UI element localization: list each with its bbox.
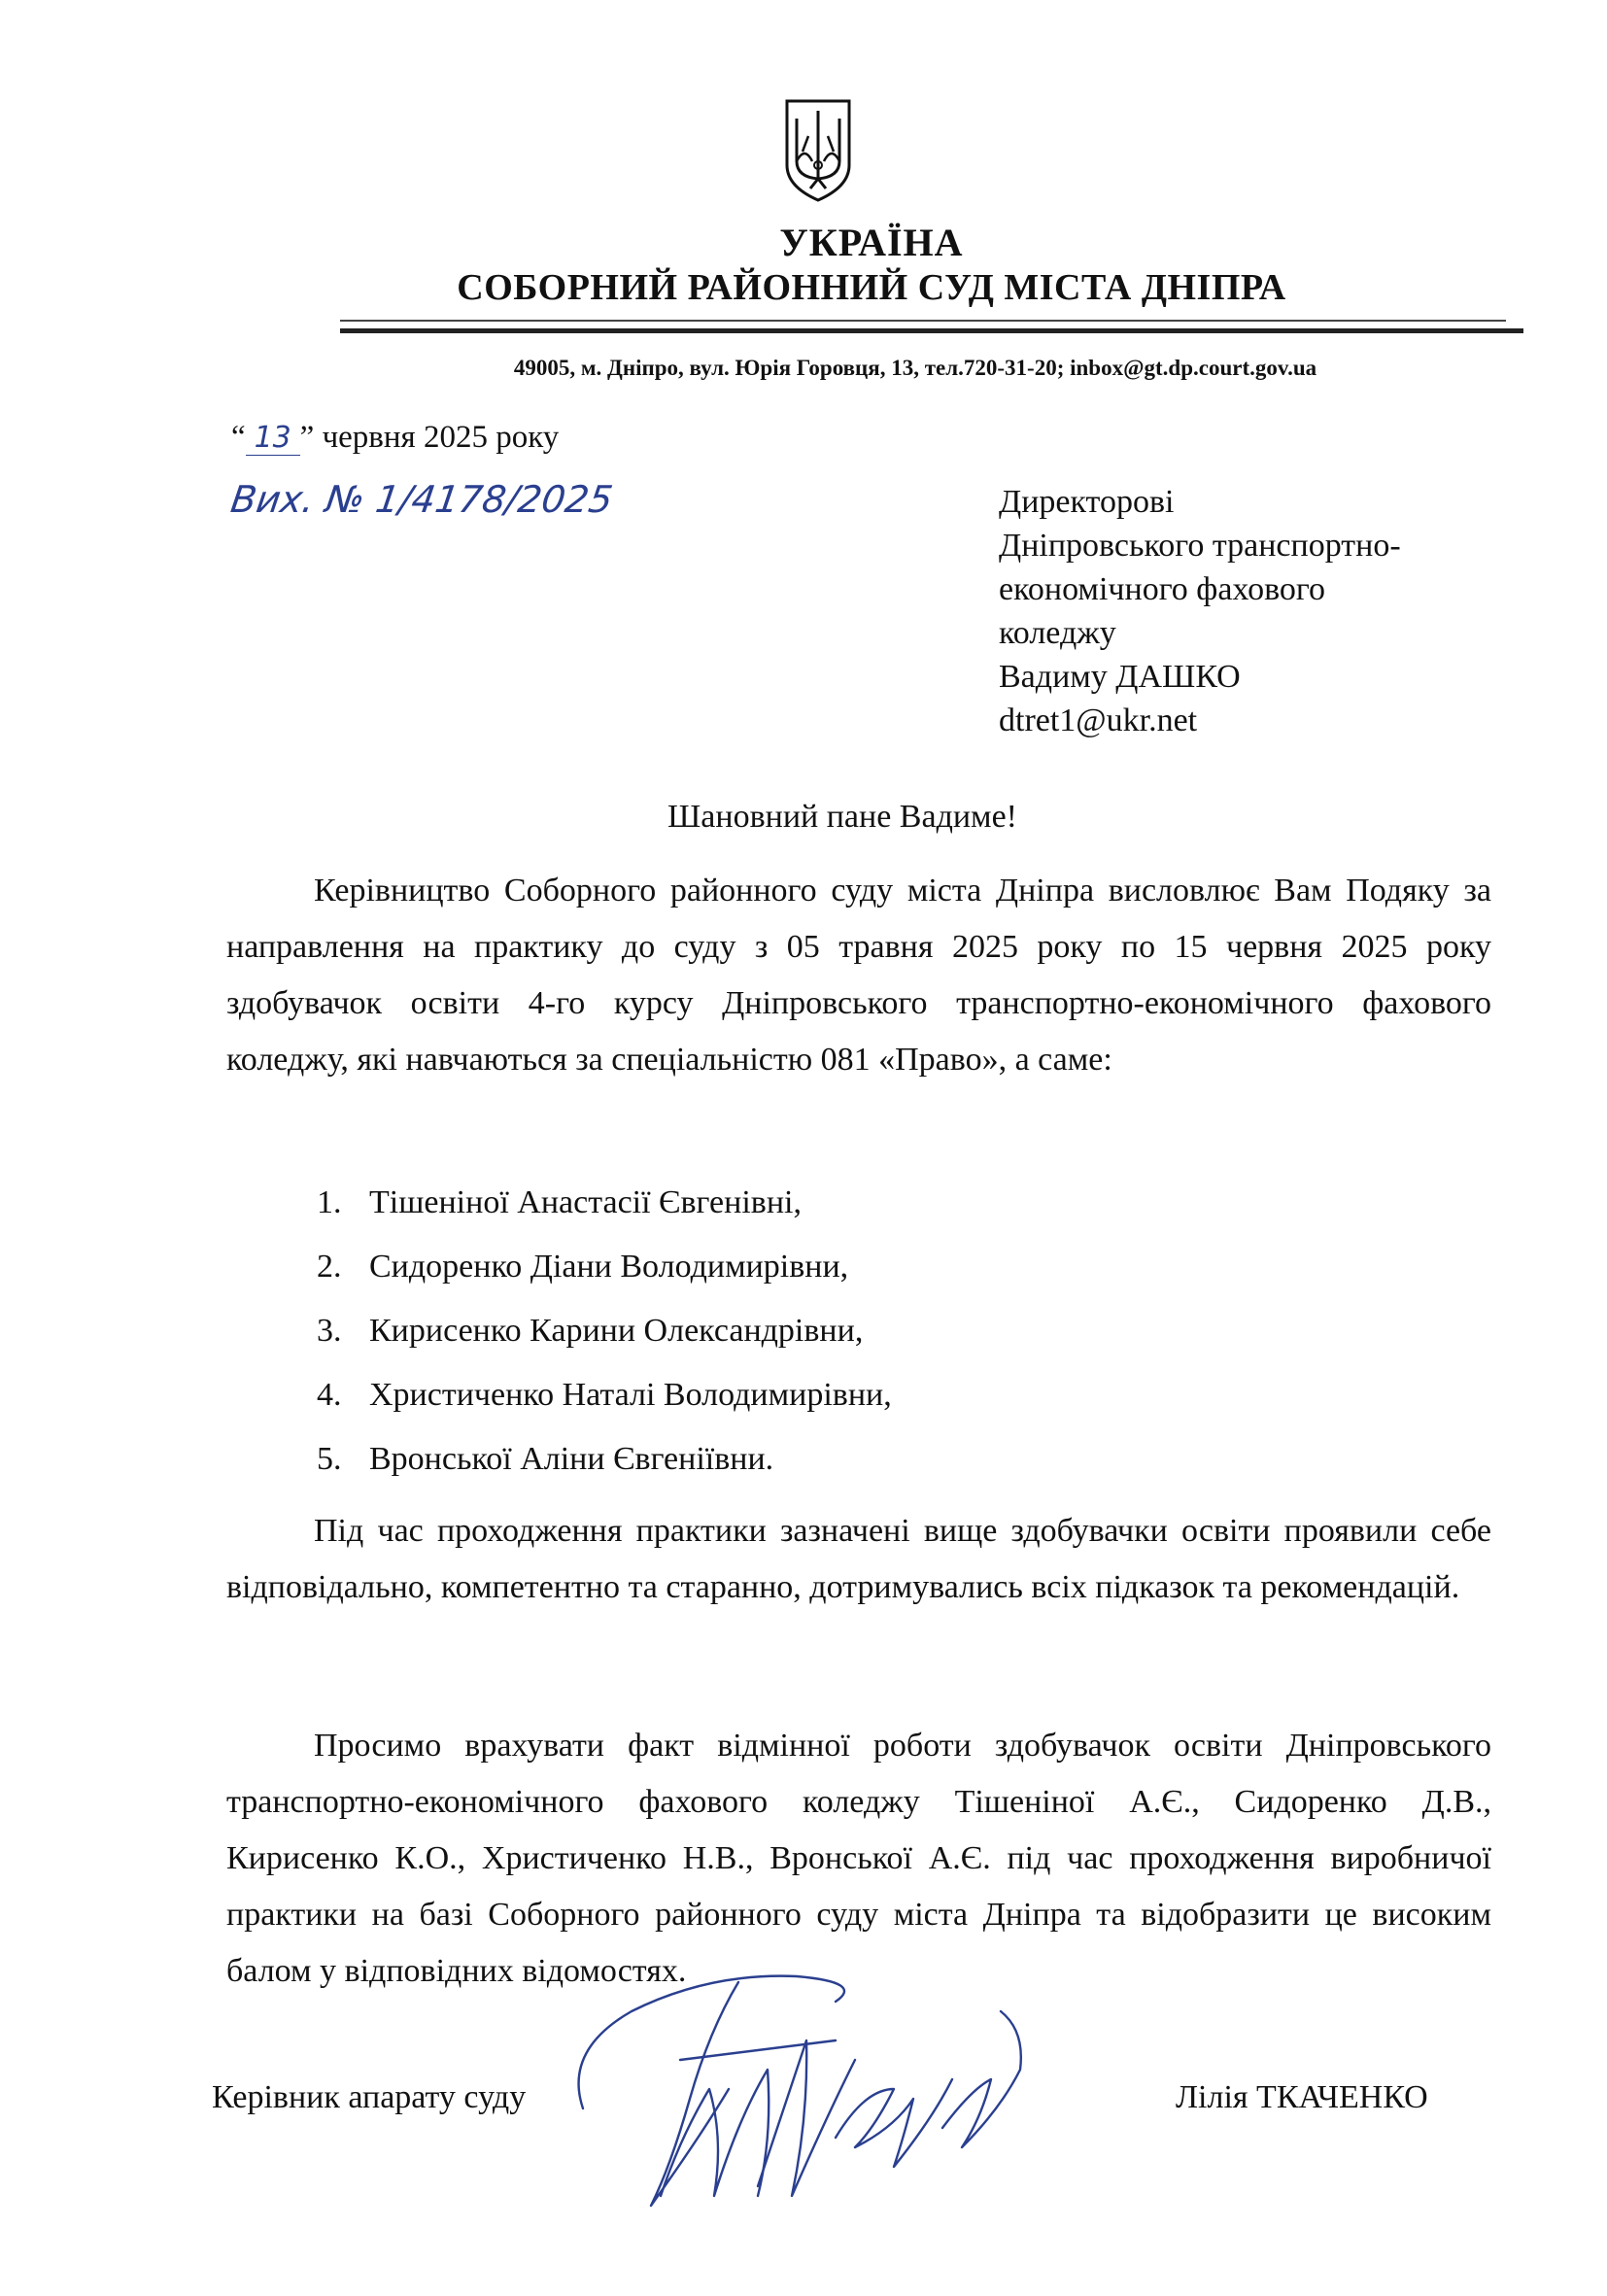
students-list (317, 1171, 892, 1491)
list-item-number: 1. (317, 1184, 342, 1220)
body-paragraph-1: Керівництво Соборного районного суду міста Дніпра висловлює Вам Подяку за направлення на практику до суду з 05 травня 2025 року по 15 червня 2025 року здобувачок освіти 4-го курсу Дніпровського транспортно-економічного фахового коледжу, які навчаються за спеціальністю 081 «Право», а саме: (226, 873, 1491, 1078)
recipient-block (999, 480, 1401, 742)
date-close-quote: ” (299, 420, 315, 455)
list-item-number: 2. (317, 1249, 342, 1285)
recipient-email: dtret1@ukr.net (999, 703, 1198, 738)
list-item-number: 3. (317, 1313, 342, 1349)
letter-date (231, 420, 559, 456)
student-name: Сидоренко Діани Володимирівни, (369, 1249, 849, 1285)
country-heading: УКРАЇНА (779, 221, 964, 264)
student-name: Вронської Аліни Євгеніївни. (369, 1441, 774, 1477)
list-item-number: 5. (317, 1441, 342, 1477)
body-paragraph-2: Під час проходження практики зазначені вище здобувачки освіти проявили себе відповідально, компетентно та старанно, дотримувались всіх підказок та рекомендацій. (226, 1513, 1491, 1605)
header-rule-thin (340, 320, 1506, 322)
list-item-number: 4. (317, 1377, 342, 1413)
handwritten-signature (544, 1943, 1069, 2235)
list-item (317, 1235, 892, 1299)
recipient-line: економічного фахового (999, 571, 1326, 607)
salutation: Шановний пане Вадиме! (667, 799, 1017, 835)
signer-position: Керівник апарату суду (212, 2079, 527, 2115)
recipient-line: Директорові (999, 484, 1175, 520)
list-item (317, 1363, 892, 1427)
date-day-handwritten: 13 (246, 422, 300, 456)
date-month-year: червня 2025 року (314, 420, 560, 455)
recipient-name: Вадиму ДАШКО (999, 659, 1241, 695)
list-item (317, 1171, 892, 1235)
court-address: 49005, м. Дніпро, вул. Юрія Горовця, 13, тел.720-31-20; inbox@gt.dp.court.gov.ua (513, 356, 1317, 380)
list-item (317, 1427, 892, 1491)
header-rule-thick (340, 328, 1523, 333)
trident-emblem-icon (783, 97, 853, 204)
signer-name: Лілія ТКАЧЕНКО (1176, 2079, 1428, 2115)
outgoing-number-handwritten: Вих. № 1/4178/2025 (227, 478, 616, 521)
court-heading: СОБОРНИЙ РАЙОННИЙ СУД МІСТА ДНІПРА (457, 267, 1286, 308)
student-name: Тішеніної Анастасії Євгенівні, (369, 1184, 802, 1220)
date-open-quote: “ (231, 420, 246, 455)
student-name: Кирисенко Карини Олександрівни, (369, 1313, 864, 1349)
student-name: Христиченко Наталі Володимирівни, (369, 1377, 892, 1413)
body-paragraph-3: Просимо врахувати факт відмінної роботи здобувачок освіти Дніпровського транспортно-економічного фахового коледжу Тішеніної А.Є., Сидоренко Д.В., Кирисенко К.О., Христиченко Н.В., Вронської А.Є. під час проходження виробничої практики на базі Соборного районного суду міста Дніпра та відобразити це високим балом у відповідних відомостях. (226, 1728, 1491, 1989)
recipient-line: Дніпровського транспортно- (999, 528, 1401, 564)
recipient-line: коледжу (999, 615, 1116, 651)
list-item (317, 1299, 892, 1363)
